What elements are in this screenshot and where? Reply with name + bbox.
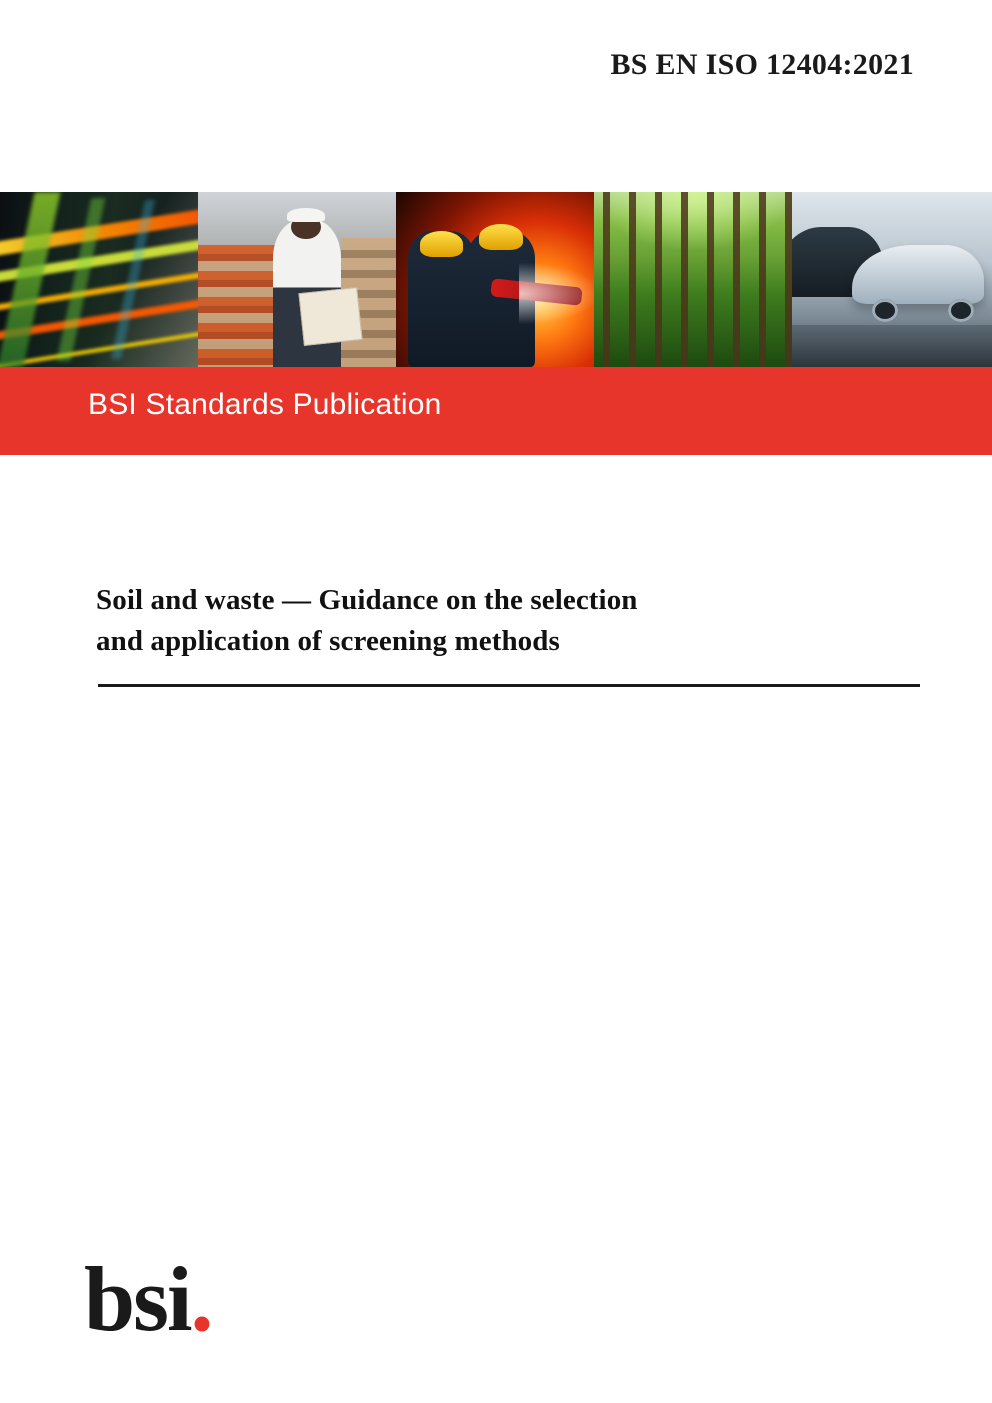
car-factory-photo	[792, 192, 992, 367]
bsi-logo-text: bsi	[84, 1248, 191, 1350]
firefighter-helmet-left	[420, 231, 464, 257]
car-wheel-front	[872, 299, 898, 322]
warehouse-worker-cap	[287, 208, 325, 222]
firefighters-photo	[396, 192, 594, 367]
page-title	[96, 580, 896, 662]
water-spray	[519, 262, 594, 325]
bsi-logo	[84, 1248, 212, 1350]
page-title-line-2: and application of screening methods	[96, 625, 560, 658]
bsi-logo-dot: .	[190, 1248, 212, 1350]
light-trails-photo	[0, 192, 198, 367]
publication-series-label: BSI Standards Publication	[88, 388, 442, 421]
car-wheel-rear	[948, 299, 974, 322]
forest-trunks	[594, 192, 792, 367]
warehouse-box	[298, 287, 363, 345]
factory-floor	[792, 325, 992, 367]
forest-photo	[594, 192, 792, 367]
page-title-line-1: Soil and waste — Guidance on the selection	[96, 584, 638, 616]
standard-number: BS EN ISO 12404:2021	[610, 48, 914, 81]
firefighter-helmet-right	[479, 224, 523, 250]
cover-image-strip	[0, 192, 992, 367]
title-divider	[98, 684, 920, 687]
warehouse-worker-photo	[198, 192, 396, 367]
